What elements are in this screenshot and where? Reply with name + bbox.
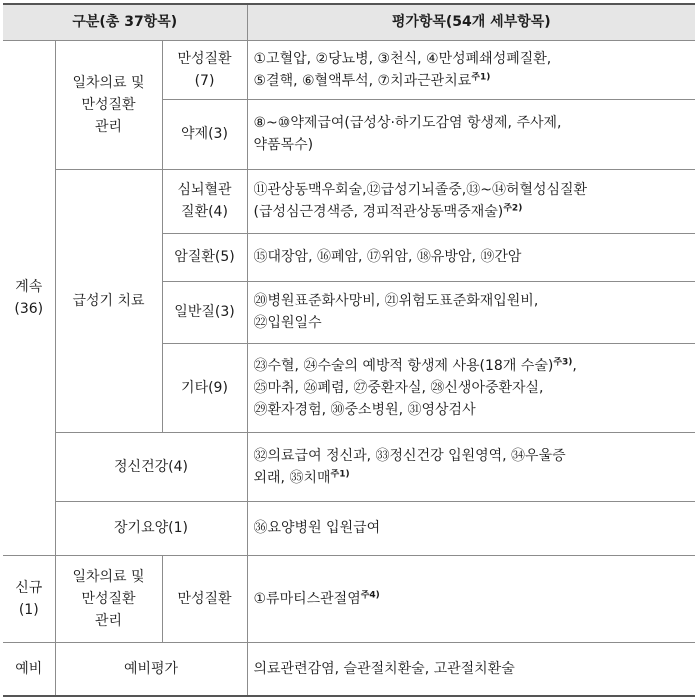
sub-chronic — [162, 40, 247, 99]
item-text: ㉜의료급여 정신과, ㉝정신건강 입원영역, ㉞우울증 — [253, 447, 566, 464]
item-text: 외래, ㉟치매 — [253, 469, 331, 486]
table-row — [3, 501, 695, 555]
group-label: 일차의료 및 — [72, 568, 145, 585]
items-drug — [247, 99, 695, 169]
sub-label: 만성질환 — [177, 50, 232, 67]
group-primary-care — [55, 40, 162, 169]
group-label: 일차의료 및 — [72, 74, 145, 91]
item-text — [254, 70, 690, 92]
table-row — [3, 169, 695, 233]
group-label: 신규 — [15, 579, 43, 596]
sub-drug: 약제(3) — [162, 99, 247, 169]
item-text: , — [572, 357, 577, 374]
items-general — [247, 281, 695, 343]
item-text: ㉒입원일수 — [253, 315, 322, 331]
item-text: ⑪관상동맥우회술,⑫급성기뇌졸중,⑬~⑭허혈성심질환 — [253, 182, 588, 198]
group-label: 계속 — [15, 278, 43, 295]
item-text: 약품목수) — [253, 137, 314, 153]
item-text — [254, 355, 690, 377]
group-acute-care: 급성기 치료 — [55, 169, 162, 432]
sub-cancer: 암질환(5) — [162, 233, 247, 281]
item-text: (급성심근경색증, 경피적관상동맥중재술) — [253, 204, 504, 220]
sub-count: (7) — [194, 72, 215, 89]
header-category: 구분(총 37항목) — [3, 4, 247, 40]
group-count: (1) — [18, 601, 39, 618]
items-longterm: ㊱요양병원 입원급여 — [247, 501, 695, 555]
group-reserve: 예비 — [3, 642, 55, 696]
item-text: ㉕마취, ㉖폐렴, ㉗중환자실, ㉘신생아중환자실, — [253, 379, 544, 396]
items-new-chronic — [247, 555, 695, 642]
footnote-mark: 주4) — [360, 589, 380, 600]
group-continuing — [3, 40, 55, 555]
group-label: 만성질환 — [81, 96, 136, 113]
items-other — [247, 343, 695, 432]
item-text — [254, 467, 690, 489]
header-row — [3, 4, 695, 40]
sub-new-chronic: 만성질환 — [162, 555, 247, 642]
group-label: 관리 — [94, 118, 123, 135]
item-text: ⑤결핵, ⑥혈액투석, ⑦치과근관치료 — [253, 72, 472, 89]
table-row — [3, 432, 695, 501]
items-cardio — [247, 169, 695, 233]
item-text: ①류마티스관절염 — [253, 590, 361, 607]
sub-longterm: 장기요양(1) — [55, 501, 247, 555]
group-label: 관리 — [94, 612, 123, 629]
group-label: 만성질환 — [81, 590, 136, 607]
item-text — [254, 201, 690, 223]
items-cancer: ⑮대장암, ⑯폐암, ⑰위암, ⑱유방암, ⑲간암 — [247, 233, 695, 281]
sub-general: 일반질(3) — [162, 281, 247, 343]
item-text: ㉓수혈, ㉔수술의 예방적 항생제 사용(18개 수술) — [253, 357, 554, 374]
group-new-primary-care — [55, 555, 162, 642]
items-mental — [247, 432, 695, 501]
sub-reserve: 예비평가 — [55, 642, 247, 696]
item-text: ⑧~⑩약제급여(급성상·하기도감염 항생제, 주사제, — [253, 115, 562, 131]
evaluation-items-table — [3, 3, 695, 697]
sub-other: 기타(9) — [162, 343, 247, 432]
group-count: (36) — [14, 300, 44, 317]
item-text: ㉙환자경험, ㉚중소병원, ㉛영상검사 — [253, 401, 476, 418]
table-row — [3, 642, 695, 696]
footnote-mark: 주1) — [471, 71, 491, 82]
sub-mental: 정신건강(4) — [55, 432, 247, 501]
header-items: 평가항목(54개 세부항목) — [247, 4, 695, 40]
footnote-mark: 주3) — [553, 356, 573, 367]
sub-label: 심뇌혈관 — [177, 182, 232, 198]
sub-count: 질환(4) — [181, 204, 228, 220]
footnote-mark: 주2) — [503, 203, 523, 214]
group-new — [3, 555, 55, 642]
items-chronic — [247, 40, 695, 99]
sub-cardio — [162, 169, 247, 233]
item-text: ①고혈압, ②당뇨병, ③천식, ④만성폐쇄성폐질환, — [253, 50, 552, 67]
table-row — [3, 555, 695, 642]
table-row — [3, 40, 695, 99]
footnote-mark: 주1) — [330, 468, 350, 479]
item-text: ⑳병원표준화사망비, ㉑위험도표준화재입원비, — [253, 293, 539, 309]
items-reserve: 의료관련감염, 슬관절치환술, 고관절치환술 — [247, 642, 695, 696]
